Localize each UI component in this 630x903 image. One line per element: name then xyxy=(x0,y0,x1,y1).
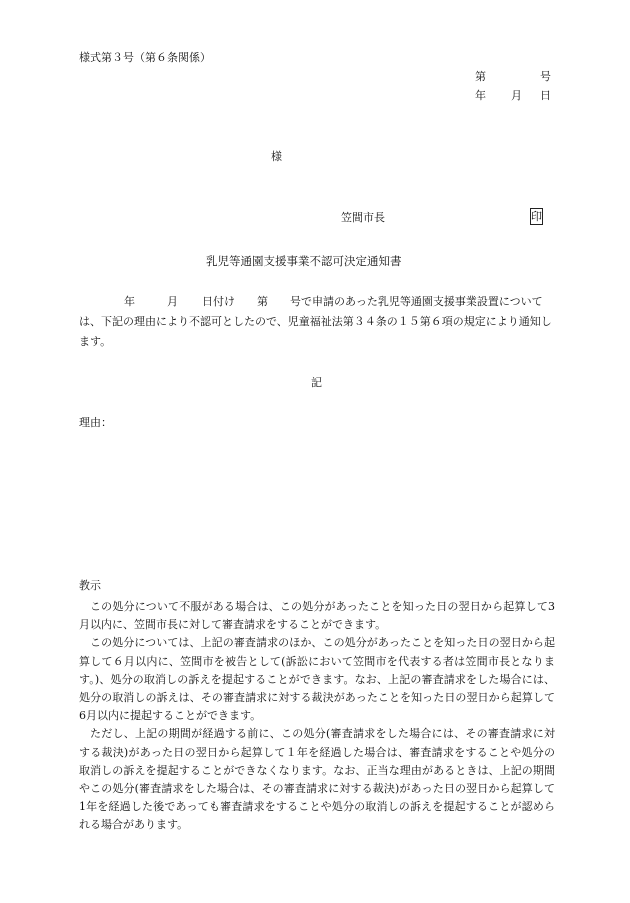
body-number-prefix: 第 xyxy=(257,295,268,308)
seal-stamp-box: 印 xyxy=(531,210,542,223)
ki-heading: 記 xyxy=(311,376,322,389)
body-paragraph xyxy=(79,292,555,352)
issuer-name: 笠間市長 xyxy=(341,211,385,224)
issue-date-day: 日 xyxy=(540,89,551,102)
notice-paragraph: ただし、上記の期間が経過する前に、この処分(審査請求をした場合には、その審査請求に対する裁決)があった日の翌日から起算して１年を経過した場合は、審査請求をすることや処分の取消しの訴えを提起することができなくなります。なお、正当な理由があるときは、上記の期間やこの処分(審査請求をした場合は、その審査請求に対する裁決)があった日の翌日から起算して1年を経過した後であっても審査請求をすることや処分の取消しの訴えを提起することが認められる場合があります。 xyxy=(79,727,555,832)
addressee: 様 xyxy=(271,150,282,163)
notice-paragraph: この処分については、上記の審査請求のほか、この処分があったことを知った日の翌日から起算して６月以内に、笠間市を被告として(訴訟において笠間市を代表する者は笠間市長となります。)、処分の取消しの訴えを提起することができます。なお、上記の審査請求をした場合には、処分の取消しの訴えは、その審査請求に対する裁決があったことを知った日の翌日から起算して6月以内に提起することができます。 xyxy=(79,636,555,723)
body-month: 月 xyxy=(167,295,178,308)
issue-date-year: 年 xyxy=(475,89,486,102)
body-year: 年 xyxy=(124,295,135,308)
notice-paragraph: この処分について不服がある場合は、この処分があったことを知った日の翌日から起算して3月以内に、笠間市長に対して審査請求をすることができます。 xyxy=(79,600,555,632)
issue-date-month: 月 xyxy=(511,89,522,102)
document-title: 乳児等通園支援事業不認可決定通知書 xyxy=(206,254,402,268)
body-dated: 日付け xyxy=(202,295,235,308)
document-number-suffix: 号 xyxy=(540,70,551,83)
body-text: 号で申請のあった乳児等通園支援事業設置については、下記の理由により不認可としたので、児童福祉法第３４条の１５第６項の規定により通知します。 xyxy=(79,295,552,348)
kyouji-heading: 教示 xyxy=(79,579,101,592)
kyouji-notice xyxy=(79,598,555,835)
reason-label: 理由： xyxy=(79,416,112,429)
form-number: 様式第３号（第６条関係） xyxy=(79,51,211,64)
document-number-prefix: 第 xyxy=(475,70,486,83)
